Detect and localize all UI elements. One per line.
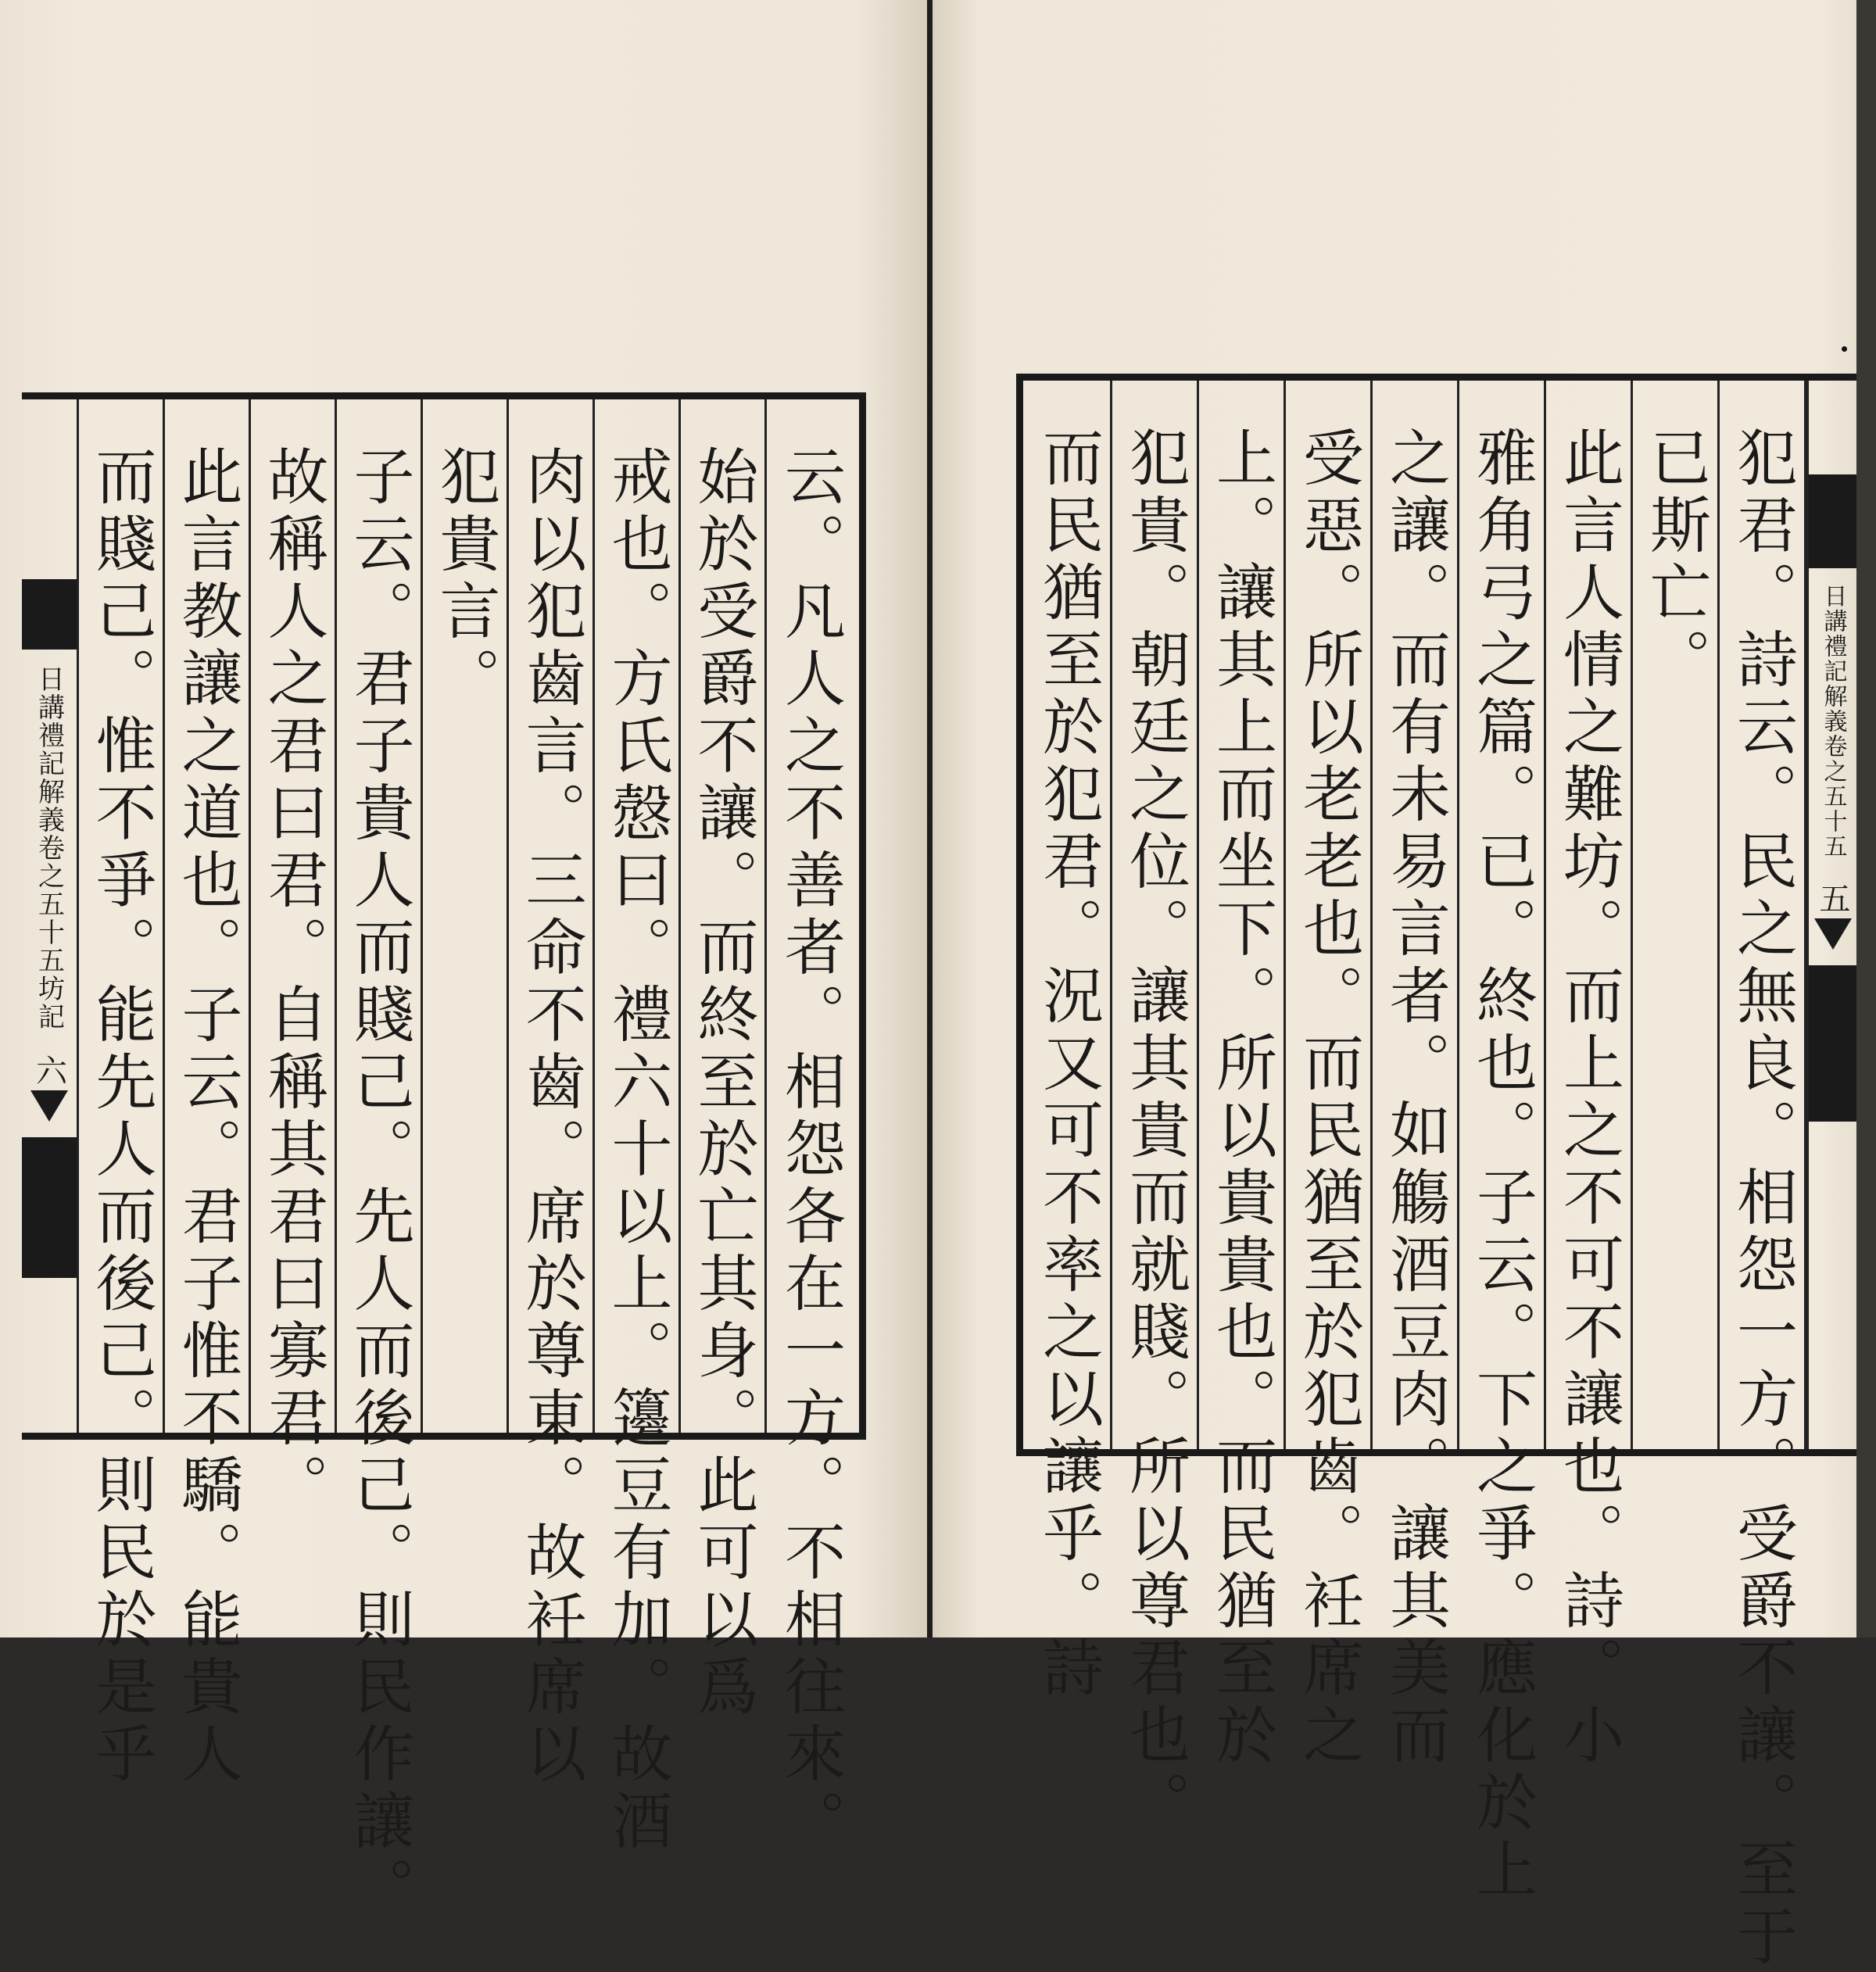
- right-column-7: [1199, 381, 1286, 1770]
- ink-dot: [1842, 346, 1847, 352]
- left-column-8: [165, 399, 251, 1789]
- left-margin-strip: [22, 399, 79, 1433]
- right-margin-title: 日講禮記解義卷之五十五: [1819, 584, 1847, 859]
- column-text: 而賤己。惟不爭。能先人而後己。則民於是乎: [85, 445, 156, 1789]
- left-column-1: [767, 399, 853, 1856]
- right-column-5: [1373, 381, 1459, 1770]
- right-folio: 五: [1814, 882, 1850, 914]
- right-column-9: [1026, 381, 1112, 1703]
- left-column-6: [337, 399, 423, 1924]
- column-text: 受惡。所以老老也。而民猶至於犯齒。衽席之: [1293, 426, 1363, 1770]
- column-text: 已斯亡。: [1640, 426, 1710, 695]
- fish-tail-mark: [1814, 918, 1852, 950]
- left-text-frame: [22, 392, 866, 1924]
- column-text: 上。讓其上而坐下。所以貴貴也。而民猶至於: [1206, 426, 1276, 1770]
- book-gutter: [927, 0, 933, 1637]
- fish-tail-block: [1809, 965, 1856, 1122]
- column-text: 始於受爵不讓。而終至於亡其身。此可以爲: [687, 445, 758, 1722]
- left-column-7: [251, 399, 337, 1520]
- column-text: 而民猶至於犯君。況又可不率之以讓乎。詩: [1033, 426, 1103, 1703]
- left-column-3: [595, 399, 681, 1856]
- fish-tail-block: [1809, 474, 1856, 568]
- right-text-frame: [1016, 374, 1856, 1972]
- left-folio: 六: [30, 1054, 67, 1086]
- fish-tail-block: [22, 579, 77, 650]
- column-text: 戒也。方氏慤曰。禮六十以上。籩豆有加。故酒: [601, 445, 672, 1856]
- right-column-4: [1459, 381, 1546, 1905]
- right-column-6: [1286, 381, 1373, 1770]
- right-column-2: [1633, 381, 1720, 1449]
- left-column-4: [509, 399, 595, 1789]
- left-column-9: [79, 399, 165, 1789]
- column-text: 故稱人之君曰君。自稱其君曰寡君。: [257, 445, 328, 1520]
- column-text: 之讓。而有未易言者。如觴酒豆肉。讓其美而: [1380, 426, 1450, 1770]
- column-text: 肉以犯齒言。三命不齒。席於尊東。故衽席以: [515, 445, 586, 1789]
- fish-tail-mark: [30, 1090, 68, 1122]
- left-margin-title: 日講禮記解義卷之五十五坊記: [33, 665, 65, 1031]
- column-text: 云。凡人之不善者。相怨各在一方。不相往來。: [775, 445, 845, 1856]
- column-text: 此言人情之難坊。而上之不可不讓也。詩。小: [1553, 426, 1624, 1770]
- page-edge: [1856, 0, 1876, 1637]
- left-column-2: [681, 399, 767, 1722]
- right-column-1: [1720, 381, 1806, 1972]
- column-text: 雅角弓之篇。已。終也。子云。下之爭。應化於上: [1466, 426, 1537, 1905]
- column-text: 犯貴言。: [429, 445, 500, 714]
- right-column-8: [1112, 381, 1199, 1838]
- left-column-5: [423, 399, 509, 1433]
- column-text: 子云。君子貴人而賤己。先人而後己。則民作讓。: [343, 445, 414, 1924]
- fish-tail-block: [22, 1137, 77, 1278]
- right-column-3: [1546, 381, 1633, 1770]
- column-text: 犯君。詩云。民之無良。相怨一方。受爵不讓。至于: [1727, 426, 1797, 1972]
- right-margin-strip: [1806, 381, 1856, 1449]
- column-text: 犯貴。朝廷之位。讓其貴而就賤。所以尊君也。: [1119, 426, 1190, 1838]
- column-text: 此言教讓之道也。子云。君子惟不驕。能貴人: [171, 445, 242, 1789]
